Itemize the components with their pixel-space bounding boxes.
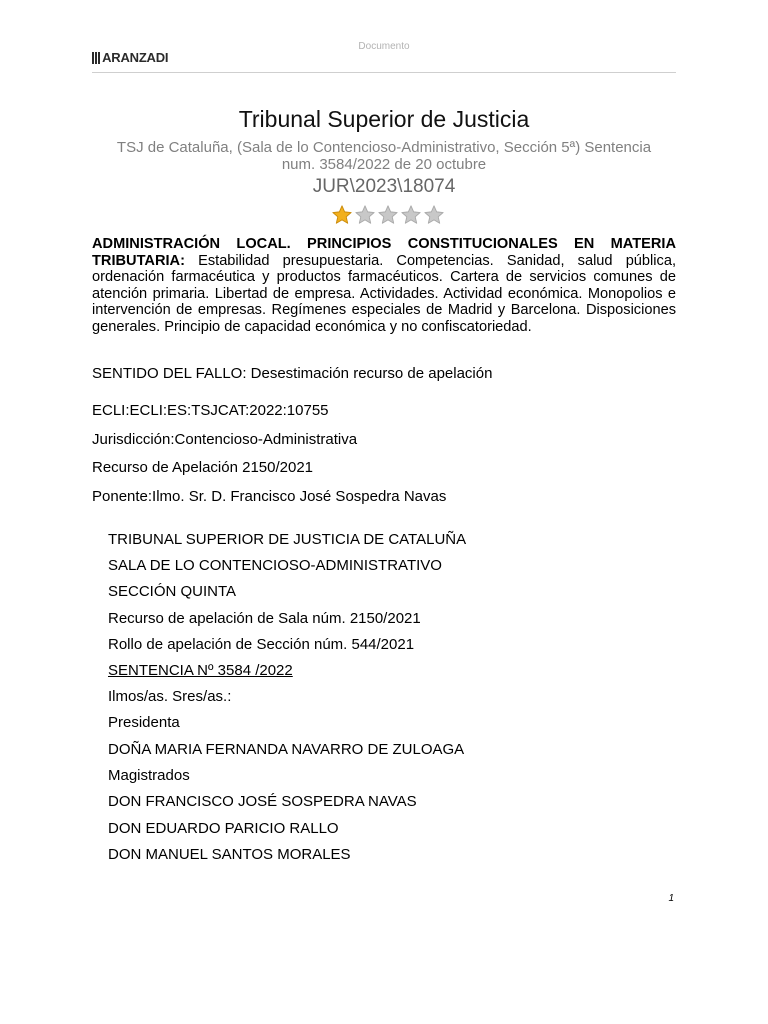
sentence-number-line: SENTENCIA Nº 3584 /2022 bbox=[108, 662, 293, 679]
document-reference: JUR\2023\18074 bbox=[312, 176, 456, 197]
jurisdiccion-line: Jurisdicción:Contencioso-Administrativa bbox=[92, 431, 358, 448]
summary-text: Estabilidad presupuestaria. Competencias. Sanidad, salud pública, ordenación farmacéutica y productos farmacéuticos. Cartera de servicios comunes de atención primaria. Libertad de empresa. Actividades. Actividad económica. Monopolios e intervención de empresas. Regímenes especiales de Madrid y Barcelona. Disposiciones generales. Principio de capacidad económica y no confiscatoriedad. bbox=[92, 252, 676, 335]
ponente-line: Ponente:Ilmo. Sr. D. Francisco José Sospedra Navas bbox=[92, 488, 447, 505]
star-rating bbox=[331, 204, 445, 226]
magistrates-heading-line: Ilmos/as. Sres/as.: bbox=[108, 688, 232, 705]
president-name-line: DOÑA MARIA FERNANDA NAVARRO DE ZULOAGA bbox=[108, 741, 465, 758]
page-number: 1 bbox=[668, 893, 674, 904]
star-filled-icon bbox=[331, 204, 353, 226]
court-name-line: TRIBUNAL SUPERIOR DE JUSTICIA DE CATALUÑA bbox=[108, 531, 467, 548]
logo-text: ARANZADI bbox=[102, 50, 169, 65]
star-empty-icon bbox=[354, 204, 376, 226]
appeal-number-line: Recurso de apelación de Sala núm. 2150/2021 bbox=[108, 610, 421, 627]
logo-bars-icon bbox=[92, 52, 100, 64]
aranzadi-logo bbox=[92, 51, 168, 65]
star-empty-icon bbox=[377, 204, 399, 226]
document-title: Tribunal Superior de Justicia bbox=[238, 106, 530, 132]
roll-number-line: Rollo de apelación de Sección núm. 544/2021 bbox=[108, 636, 415, 653]
recurso-line: Recurso de Apelación 2150/2021 bbox=[92, 459, 314, 476]
star-empty-icon bbox=[423, 204, 445, 226]
magistrate-name-line: DON FRANCISCO JOSÉ SOSPEDRA NAVAS bbox=[108, 793, 417, 810]
magistrate-name-line: DON EDUARDO PARICIO RALLO bbox=[108, 820, 339, 837]
chamber-line: SALA DE LO CONTENCIOSO-ADMINISTRATIVO bbox=[108, 557, 442, 574]
ecli-line: ECLI:ECLI:ES:TSJCAT:2022:10755 bbox=[92, 402, 329, 419]
summary-heading: ADMINISTRACIÓN LOCAL. PRINCIPIOS CONSTITUCIONALES EN MATERIA TRIBUTARIA: bbox=[92, 236, 676, 269]
summary-paragraph bbox=[92, 236, 676, 335]
document-subtitle: TSJ de Cataluña, (Sala de lo Contencioso-Administrativo, Sección 5ª) Sentencia num. 3584/2022 de 20 octubre bbox=[116, 139, 652, 173]
header-label: Documento bbox=[358, 41, 410, 52]
header-divider bbox=[92, 72, 676, 73]
section-line: SECCIÓN QUINTA bbox=[108, 583, 237, 600]
fallo-line: SENTIDO DEL FALLO: Desestimación recurso de apelación bbox=[92, 365, 493, 382]
magistrates-role-line: Magistrados bbox=[108, 767, 190, 784]
president-role-line: Presidenta bbox=[108, 714, 180, 731]
magistrate-name-line: DON MANUEL SANTOS MORALES bbox=[108, 846, 351, 863]
star-empty-icon bbox=[400, 204, 422, 226]
